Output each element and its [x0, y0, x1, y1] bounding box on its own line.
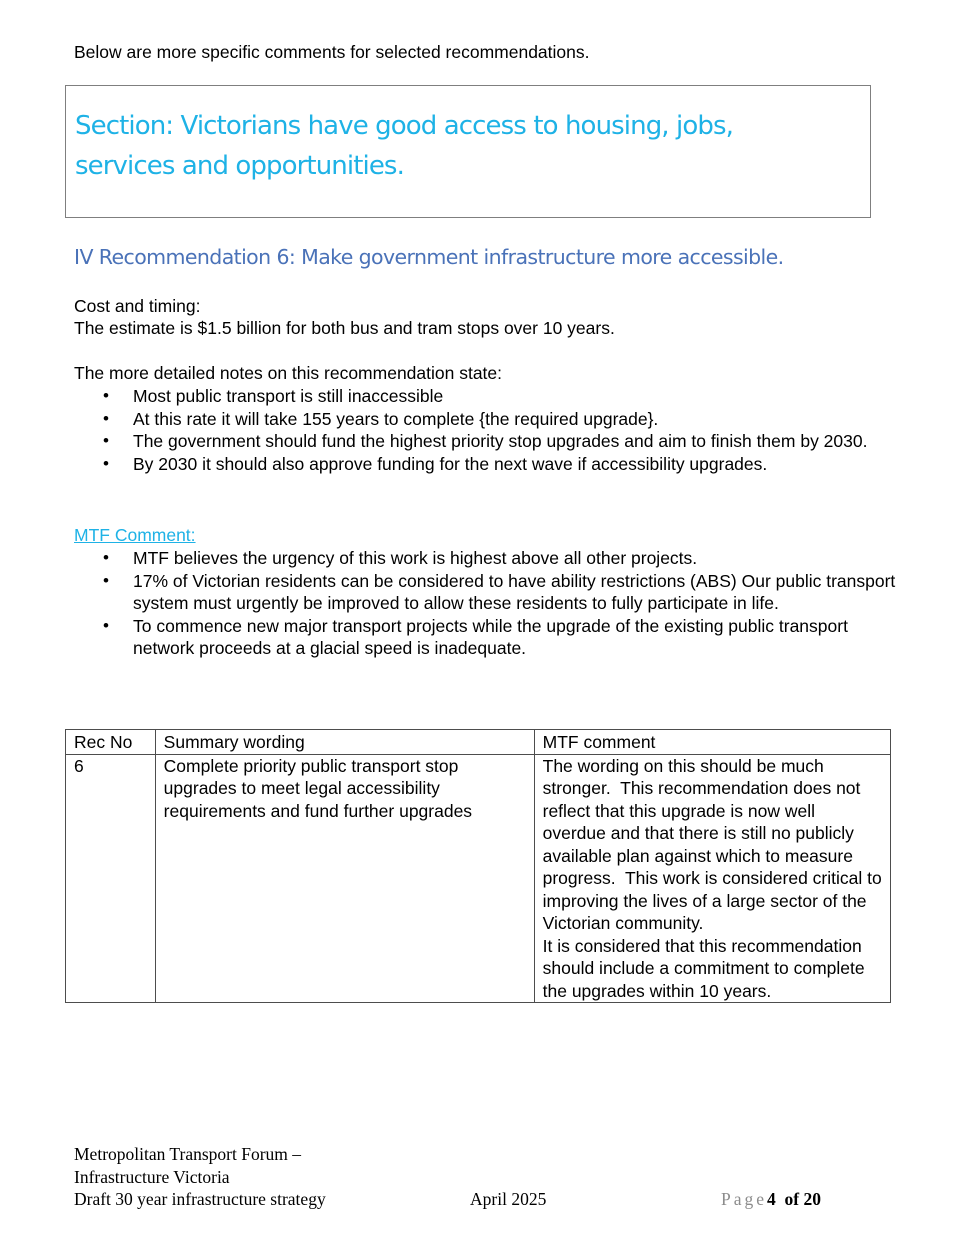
footer-org-line-2: Infrastructure Victoria: [74, 1166, 230, 1187]
list-item: [74, 615, 904, 660]
header-mtf-comment: MTF comment: [534, 730, 890, 755]
list-item: [74, 453, 904, 476]
footer-document-title: Draft 30 year infrastructure strategy: [74, 1189, 326, 1209]
footer-organisation: [74, 1143, 301, 1188]
list-item: [74, 430, 904, 453]
recommendation-notes-list: [74, 385, 904, 475]
footer-page-number: [721, 1188, 821, 1211]
mtf-comment-paragraph-2: It is considered that this recommendation should include a commitment to complete the upgrades within 10 years.: [542, 935, 865, 1001]
list-item: [74, 570, 904, 615]
list-item-text: At this rate it will take 155 years to complete {the required upgrade}.: [133, 408, 659, 429]
list-item-text: MTF believes the urgency of this work is highest above all other projects.: [133, 548, 698, 568]
footer-org-line-1: Metropolitan Transport Forum –: [74, 1144, 302, 1164]
header-summary-wording: Summary wording: [155, 730, 534, 755]
table-row: [66, 754, 891, 1003]
page-current: 4: [767, 1189, 776, 1209]
footer-date: April 2025: [470, 1189, 547, 1209]
cell-summary-wording: Complete priority public transport stop upgrades to meet legal accessibility requirements and fund further upgrades: [155, 754, 534, 1003]
bullet-icon: •: [103, 431, 109, 450]
list-item: [74, 408, 904, 431]
recommendation-heading: IV Recommendation 6: Make government infrastructure more accessible.: [74, 245, 784, 269]
bullet-icon: •: [103, 615, 109, 635]
cell-mtf-comment: [534, 754, 890, 1003]
bullet-icon: •: [103, 386, 109, 405]
list-item-text: 17% of Victorian residents can be considered to have ability restrictions (ABS) Our public transport system must urgently be improved to allow these residents to fully participate in life.: [133, 570, 896, 613]
page-total: of 20: [784, 1189, 821, 1209]
list-item-text: To commence new major transport projects while the upgrade of the existing public transport network proceeds at a glacial speed is inadequate.: [133, 615, 848, 658]
mtf-comment-link[interactable]: MTF Comment:: [74, 525, 196, 545]
mtf-comment-list: [74, 547, 904, 660]
cell-rec-no: 6: [66, 754, 156, 1003]
table-header-row: [66, 730, 891, 755]
header-rec-no: Rec No: [66, 730, 156, 755]
section-box: [65, 85, 871, 218]
page-label: Page: [721, 1189, 768, 1209]
section-title: Section: Victorians have good access to housing, jobs, services and opportunities.: [75, 111, 733, 181]
bullet-icon: •: [103, 453, 109, 473]
intro-text: Below are more specific comments for selected recommendations.: [74, 42, 590, 62]
list-item: [74, 547, 904, 570]
list-item-text: The government should fund the highest priority stop upgrades and aim to finish them by 2030.: [133, 431, 868, 451]
bullet-icon: •: [103, 548, 109, 567]
list-item-text: Most public transport is still inaccessible: [133, 386, 444, 406]
cost-timing-label: Cost and timing:: [74, 296, 201, 316]
bullet-icon: •: [103, 570, 109, 590]
mtf-comment-paragraph-1: The wording on this should be much stronger. This recommendation does not reflect that this upgrade is now well overdue and that there is still no publicly available plan against which to measure progress. This work is considered critical to improving the lives of a large sector of the Victorian community.: [542, 755, 887, 933]
cost-timing-text: The estimate is $1.5 billion for both bus and tram stops over 10 years.: [74, 318, 615, 338]
list-item-text: By 2030 it should also approve funding for the next wave if accessibility upgrades.: [133, 453, 768, 474]
bullet-icon: •: [103, 408, 109, 428]
notes-intro: The more detailed notes on this recommendation state:: [74, 363, 503, 383]
recommendation-table: [65, 729, 891, 1003]
list-item: [74, 385, 904, 408]
